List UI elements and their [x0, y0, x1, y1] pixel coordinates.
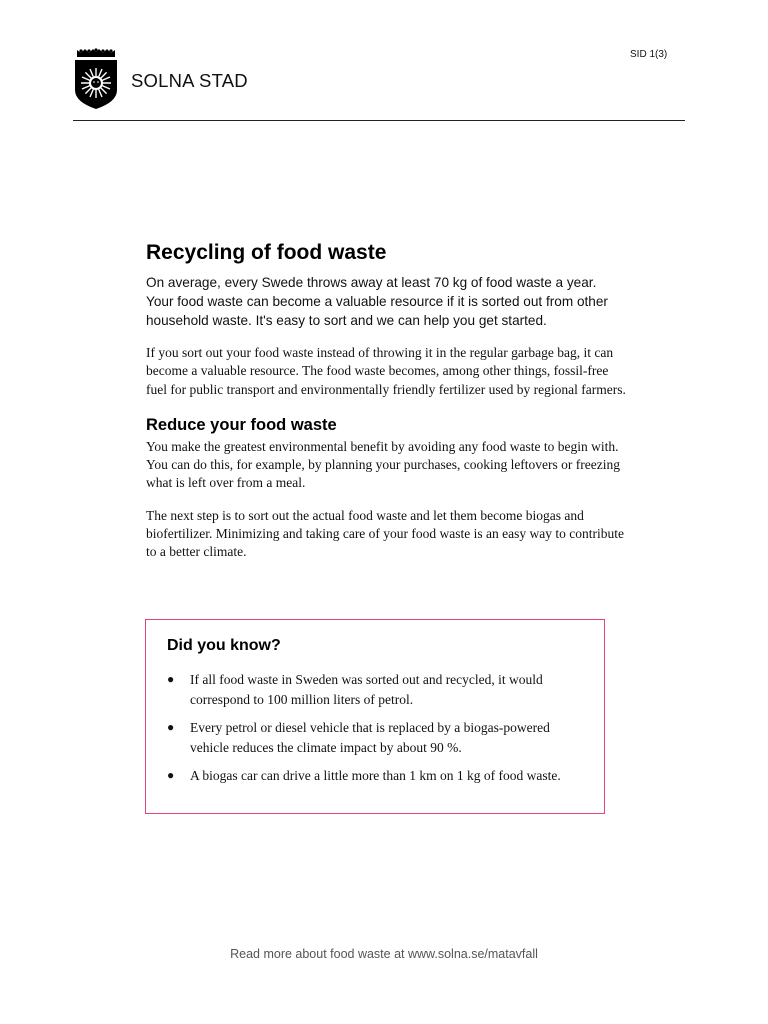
bullet-icon: ●	[167, 768, 175, 782]
fact-list	[167, 670, 587, 795]
section-heading: Reduce your food waste	[146, 415, 337, 434]
page-number: SID 1(3)	[630, 49, 668, 60]
page-title: Recycling of food waste	[146, 241, 387, 264]
fact-text: If all food waste in Sweden was sorted out and recycled, it would correspond to 100 million liters of petrol.	[190, 672, 543, 707]
article-body	[146, 238, 626, 562]
org-name: SOLNA STAD	[131, 70, 248, 91]
bullet-icon: ●	[167, 720, 175, 734]
fact-item	[167, 718, 587, 757]
bullet-icon: ●	[167, 672, 175, 686]
intro-paragraph: On average, every Swede throws away at least 70 kg of food waste a year. Your food waste can become a valuable resource if it is sorted out from other household waste. It's easy to sort and we can help you get started.	[146, 275, 608, 328]
did-you-know-box	[145, 619, 605, 814]
body-paragraph-1: If you sort out your food waste instead of throwing it in the regular garbage bag, it can become a valuable resource. The food waste becomes, among other things, fossil-free fuel for public transport and environmentally friendly fertilizer used by regional farmers.	[146, 345, 626, 397]
fact-text: Every petrol or diesel vehicle that is replaced by a biogas-powered vehicle reduces the climate impact by about 90 %.	[190, 720, 550, 755]
body-paragraph-2: You make the greatest environmental benefit by avoiding any food waste to begin with. You can do this, for example, by planning your purchases, cooking leftovers or freezing what is left over from a meal.	[146, 438, 621, 491]
factbox-title: Did you know?	[167, 637, 281, 654]
fact-text: A biogas car can drive a little more than 1 km on 1 kg of food waste.	[190, 768, 561, 783]
header-divider	[73, 120, 685, 121]
body-paragraph-3: The next step is to sort out the actual food waste and let them become biogas and biofertilizer. Minimizing and taking care of your food waste is an easy way to contribute to a better climate.	[146, 507, 624, 560]
footer-link-text: Read more about food waste at www.solna.se/matavfall	[230, 947, 538, 961]
solna-coat-of-arms-icon	[72, 48, 120, 110]
fact-item	[167, 766, 587, 786]
fact-item	[167, 670, 587, 709]
